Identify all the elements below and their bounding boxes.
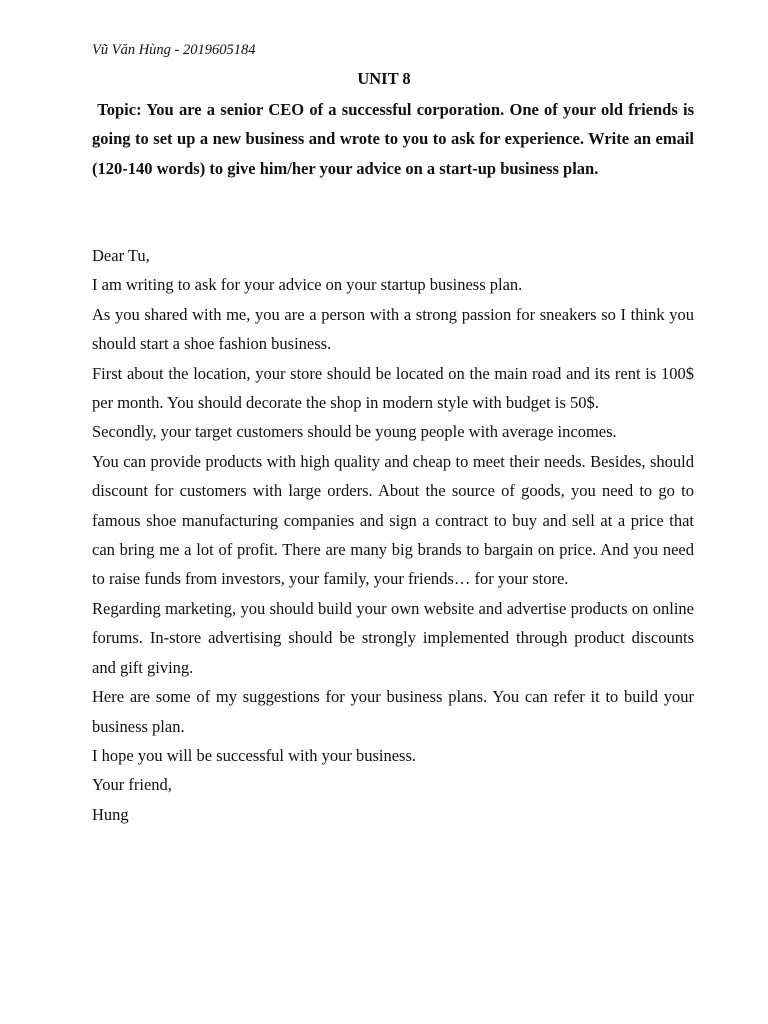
letter-paragraph: Here are some of my suggestions for your business plans. You can refer it to build your business plan. [92, 687, 694, 736]
author-line: Vũ Văn Hùng - 2019605184 [92, 42, 256, 58]
topic-paragraph: Topic: You are a senior CEO of a successful corporation. One of your old friends is going to set up a new business and wrote to you to ask for experience. Write an email (120-140 words) to give him/her your advice on a start-up business plan. [92, 100, 694, 178]
letter-closing: Your friend, [92, 775, 172, 795]
letter-signature: Hung [92, 804, 129, 824]
letter-paragraph: Regarding marketing, you should build your own website and advertise products on online forums. In-store advertising should be strongly implemented through product discounts and gift giving. [92, 598, 694, 677]
unit-title: UNIT 8 [357, 69, 411, 88]
letter-paragraph: You can provide products with high quality and cheap to meet their needs. Besides, should discount for customers with large orders. About the source of goods, you need to go to famous shoe manufacturing companies and sign a contract to buy and sell at a price that can bring me a lot of profit. There are many big brands to bargain on price. And you need to raise funds from investors, your family, your friends… for your store. [92, 451, 694, 589]
letter-paragraph: As you shared with me, you are a person with a strong passion for sneakers so I think you should start a shoe fashion business. [92, 304, 694, 354]
letter-paragraph: I am writing to ask for your advice on your startup business plan. [92, 275, 523, 295]
letter-greeting: Dear Tu, [92, 246, 150, 265]
letter-paragraph: I hope you will be successful with your business. [92, 745, 416, 765]
letter-body [92, 241, 694, 829]
letter-paragraph: First about the location, your store should be located on the main road and its rent is 100$ per month. You should decorate the shop in modern style with budget is 50$. [92, 363, 694, 413]
letter-paragraph: Secondly, your target customers should be young people with average incomes. [92, 422, 617, 442]
